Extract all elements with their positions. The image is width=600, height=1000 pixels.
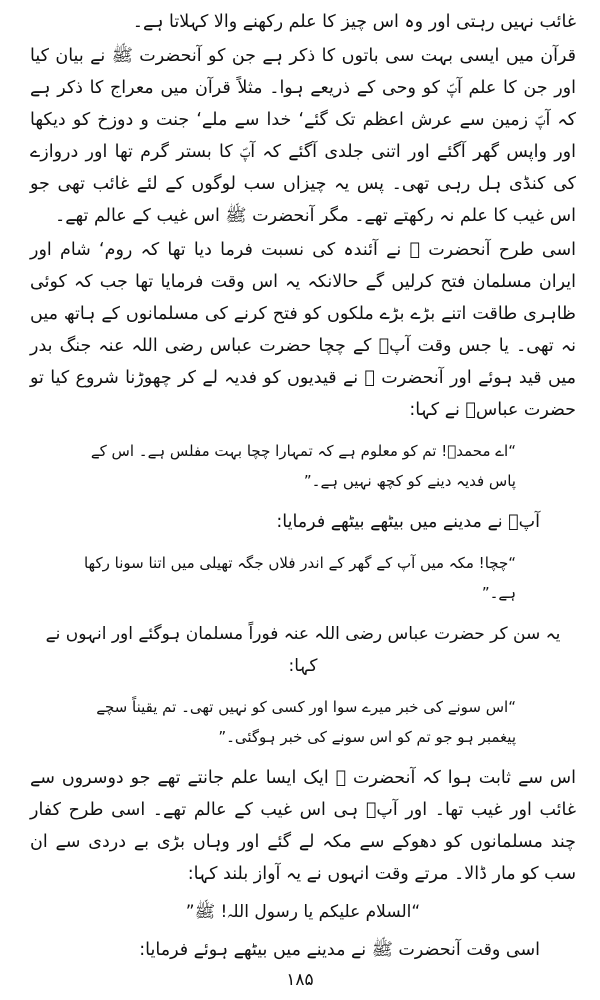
page-number: ۱۸۵ <box>286 970 314 990</box>
line-prophet-said: آپؐ نے مدینے میں بیٹھے بیٹھے فرمایا: <box>276 512 540 532</box>
quote-prophet-reply: “چچا! مکہ میں آپ کے گھر کے اندر فلاں جگہ تھیلی میں اتنا سونا رکھا ہے۔” <box>83 554 516 602</box>
paragraph-3: اسی طرح آنحضرت ﷺ نے آئندہ کی نسبت فرما دیا تھا کہ روم‘ شام اور ایران مسلمان فتح کرلیں گے حالانکہ یہ اس وقت فرمایا تھا جب کہ کوئی ظاہری طاقت اتنے بڑے بڑے ملکوں کو فتح کرنے کی مسلمانوں کے ہاتھ میں نہ تھی۔ یا جس وقت آپؐ کے چچا حضرت عباس رضی اللہ عنہ جنگ بدر میں قید ہوئے اور آنحضرت ﷺ نے قیدیوں کو فدیہ لے کر چھوڑنا شروع کیا تو حضرت عباسؓ نے کہا: <box>30 240 576 420</box>
paragraph-1: غائب نہیں رہتی اور وہ اس چیز کا علم رکھنے والا کہلاتا ہے۔ <box>132 12 576 32</box>
paragraph-4: اس سے ثابت ہوا کہ آنحضرت ﷺ ایک ایسا علم جانتے تھے جو دوسروں سے غائب اور غیب تھا۔ اور آپؐ ہی اس غیب کے عالم تھے۔ اسی طرح کفار چند مسلمانوں کو دھوکے سے مکہ لے گئے اور وہاں بڑی بے دردی سے ان سب کو مار ڈالا۔ مرتے وقت انہوں نے یہ آواز بلند کہا: <box>30 768 576 884</box>
quote-abbas-plea: “اے محمدؐ! تم کو معلوم ہے کہ تمہارا چچا بہت مفلس ہے۔ اس کے پاس فدیہ دینے کو کچھ نہیں ہے۔” <box>90 442 516 490</box>
line-prophet-said-2: اسی وقت آنحضرت ﷺ نے مدینے میں بیٹھے ہوئے فرمایا: <box>139 940 540 960</box>
quote-salam: “السلام علیکم یا رسول اللہ! ﷺ” <box>185 902 421 922</box>
paragraph-2: قرآن میں ایسی بہت سی باتوں کا ذکر ہے جن کو آنحضرت ﷺ نے بیان کیا اور جن کا علم آپؐ کو وحی کے ذریعے ہوا۔ مثلاً قرآن میں معراج کا ذکر ہے کہ آپؐ زمین سے عرش اعظم تک گئے‘ خدا سے ملے‘ جنت و دوزخ کو دیکھا اور واپس گھر آگئے اور اتنی جلدی آگئے کہ آپؐ کا بستر گرم تھا اور دروازے کی کنڈی ہل رہی تھی۔ پس یہ چیزاں سب لوگوں کے لئے غائب تھی جو اس غیب کا علم نہ رکھتے تھے۔ مگر آنحضرت ﷺ اس غیب کے عالم تھے۔ <box>30 46 576 226</box>
quote-abbas-testimony: “اس سونے کی خبر میرے سوا اور کسی کو نہیں تھی۔ تم یقیناً سچے پیغمبر ہو جو تم کو اس سونے کی خبر ہوگئی۔” <box>96 698 516 746</box>
line-abbas-converted: یہ سن کر حضرت عباس رضی اللہ عنہ فوراً مسلمان ہوگئے اور انہوں نے کہا: <box>45 624 561 676</box>
